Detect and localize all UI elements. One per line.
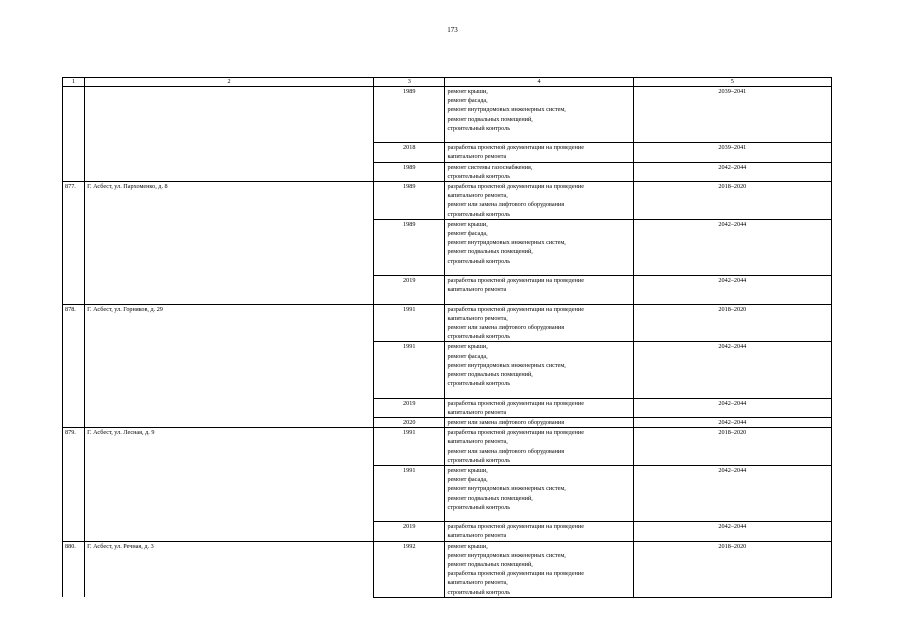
planned-period: 2042–2044 — [633, 418, 831, 428]
work-item: ремонт крыши, — [447, 542, 488, 550]
work-item: ремонт подвальных помещений, — [447, 248, 533, 256]
work-item: строительный контроль — [447, 333, 511, 341]
repair-works — [445, 143, 633, 162]
work-item: ремонт внутридомовых инженерных систем, — [447, 239, 566, 247]
table-body — [63, 87, 832, 598]
table-row — [63, 304, 832, 342]
object-number — [63, 87, 85, 182]
work-item: разработка проектной документации на проведение — [447, 277, 584, 284]
repair-works — [445, 418, 633, 428]
object-address — [85, 87, 374, 182]
planned-period: 2039–2041 — [633, 87, 831, 143]
work-item: ремонт крыши, — [447, 220, 488, 228]
repair-works — [445, 276, 633, 305]
work-item: ремонт крыши, — [447, 88, 488, 95]
work-item: строительный контроль — [447, 456, 511, 464]
work-item: капитального ремонта, — [447, 438, 508, 446]
repair-works — [445, 182, 633, 220]
work-item: ремонт внутридомовых инженерных систем, — [447, 551, 566, 559]
planned-period: 2042–2044 — [633, 398, 831, 417]
object-number: 878. — [63, 304, 85, 428]
work-item: ремонт системы газоснабжения, — [447, 163, 533, 171]
work-item: капитального ремонта — [447, 532, 507, 540]
construction-year: 1991 — [374, 304, 445, 342]
work-item: строительный контроль — [447, 503, 511, 511]
work-item: разработка проектной документации на проведение — [447, 144, 584, 152]
work-item: строительный контроль — [447, 124, 511, 132]
work-item: ремонт фасада, — [447, 230, 488, 238]
planned-period: 2018–2020 — [633, 541, 831, 597]
repair-works — [445, 219, 633, 275]
construction-year: 2019 — [374, 276, 445, 305]
planned-period: 2042–2044 — [633, 276, 831, 305]
repair-works — [445, 541, 633, 597]
work-item: ремонт или замена лифтового оборудования — [447, 324, 565, 331]
repair-works — [445, 304, 633, 342]
construction-year: 1989 — [374, 182, 445, 220]
work-item: строительный контроль — [447, 210, 511, 218]
work-item: разработка проектной документации на проведение — [447, 305, 584, 313]
repair-works — [445, 342, 633, 398]
construction-year: 1991 — [374, 466, 445, 522]
construction-year: 1991 — [374, 342, 445, 398]
object-number: 880. — [63, 541, 85, 597]
work-item: строительный контроль — [447, 380, 511, 388]
repair-works — [445, 398, 633, 417]
planned-period: 2018–2020 — [633, 428, 831, 466]
object-number: 879. — [63, 428, 85, 541]
work-item: ремонт внутридомовых инженерных систем, — [447, 361, 566, 369]
work-item: капитального ремонта, — [447, 192, 508, 200]
work-item: строительный контроль — [447, 172, 511, 180]
construction-year: 1991 — [374, 428, 445, 466]
work-item: ремонт подвальных помещений, — [447, 115, 533, 123]
header-cell-4: 4 — [445, 78, 633, 87]
planned-period: 2039–2041 — [633, 143, 831, 162]
work-item: ремонт подвальных помещений, — [447, 494, 533, 502]
planned-period: 2042–2044 — [633, 342, 831, 398]
repair-works — [445, 428, 633, 466]
construction-year: 2019 — [374, 522, 445, 541]
header-cell-5: 5 — [633, 78, 831, 87]
object-number: 877. — [63, 182, 85, 305]
construction-year: 1989 — [374, 87, 445, 143]
repair-works — [445, 522, 633, 541]
construction-year: 1989 — [374, 219, 445, 275]
repair-works — [445, 466, 633, 522]
table-row — [63, 182, 832, 220]
work-item: ремонт внутридомовых инженерных систем, — [447, 106, 566, 114]
construction-year: 1989 — [374, 162, 445, 181]
object-address: Г. Асбест, ул. Горняков, д. 29 — [85, 304, 374, 428]
planned-period: 2042–2044 — [633, 466, 831, 522]
table-row — [63, 87, 832, 143]
planned-period: 2042–2044 — [633, 219, 831, 275]
work-item: ремонт фасада, — [447, 476, 488, 484]
repair-works — [445, 162, 633, 181]
work-item: ремонт подвальных помещений, — [447, 371, 533, 379]
planned-period: 2042–2044 — [633, 522, 831, 541]
work-item: ремонт подвальных помещений, — [447, 561, 533, 569]
construction-year: 1992 — [374, 541, 445, 597]
work-item: ремонт фасада, — [447, 352, 488, 360]
work-item: капитального ремонта, — [447, 314, 508, 322]
work-item: разработка проектной документации на проведение — [447, 429, 584, 437]
work-item: капитального ремонта — [447, 286, 507, 294]
planned-period: 2018–2020 — [633, 304, 831, 342]
work-item: капитального ремонта, — [447, 579, 508, 587]
table-row — [63, 541, 832, 597]
page-number: 173 — [447, 26, 458, 34]
construction-year: 2018 — [374, 143, 445, 162]
work-item: строительный контроль — [447, 257, 511, 265]
planned-period: 2042–2044 — [633, 162, 831, 181]
work-item: разработка проектной документации на проведение — [447, 570, 584, 578]
work-item: ремонт или замена лифтового оборудования — [447, 201, 565, 209]
work-item: разработка проектной документации на проведение — [447, 523, 584, 531]
table-row — [63, 428, 832, 466]
header-row — [63, 78, 832, 87]
work-item: разработка проектной документации на проведение — [447, 183, 584, 190]
header-cell-2: 2 — [85, 78, 374, 87]
object-address: Г. Асбест, ул. Речная, д. 3 — [85, 541, 374, 597]
work-item: ремонт крыши, — [447, 467, 488, 475]
header-cell-1: 1 — [63, 78, 85, 87]
construction-year: 2019 — [374, 398, 445, 417]
work-item: ремонт внутридомовых инженерных систем, — [447, 485, 566, 493]
work-item: ремонт или замена лифтового оборудования — [447, 419, 565, 426]
work-item: строительный контроль — [447, 588, 511, 596]
object-address: Г. Асбест, ул. Пархоменко, д. 8 — [85, 182, 374, 305]
object-address: Г. Асбест, ул. Лесная, д. 9 — [85, 428, 374, 541]
capital-repair-table — [62, 77, 832, 598]
work-item: ремонт фасада, — [447, 97, 488, 105]
work-item: ремонт крыши, — [447, 343, 488, 351]
work-item: ремонт или замена лифтового оборудования — [447, 447, 565, 455]
planned-period: 2018–2020 — [633, 182, 831, 220]
construction-year: 2020 — [374, 418, 445, 428]
repair-works — [445, 87, 633, 143]
work-item: капитального ремонта — [447, 153, 507, 161]
work-item: разработка проектной документации на проведение — [447, 399, 584, 407]
header-cell-3: 3 — [374, 78, 445, 87]
work-item: капитального ремонта — [447, 408, 507, 416]
